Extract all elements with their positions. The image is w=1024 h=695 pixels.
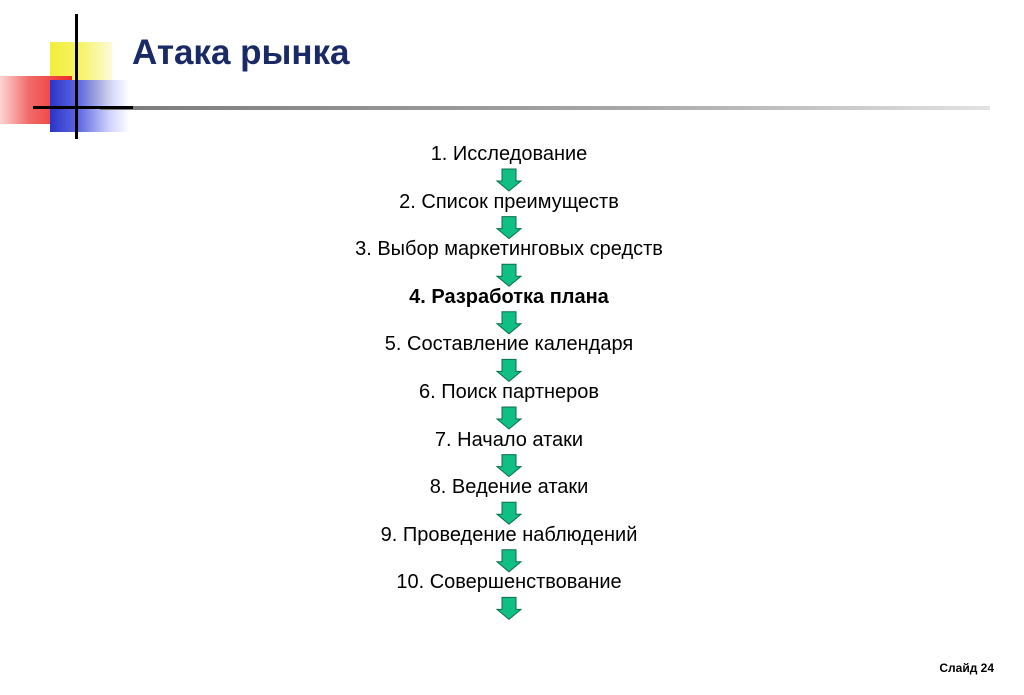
step-2: 2. Список преимуществ bbox=[399, 190, 619, 213]
slide-title: Атака рынка bbox=[132, 33, 350, 72]
down-arrow-icon bbox=[497, 502, 521, 524]
down-arrow-icon bbox=[497, 169, 521, 191]
down-arrow-icon bbox=[497, 455, 521, 477]
step-3: 3. Выбор маркетинговых средств bbox=[355, 238, 663, 261]
down-arrow-icon bbox=[497, 597, 521, 619]
down-arrow-icon bbox=[497, 312, 521, 334]
down-arrow-icon bbox=[497, 550, 521, 572]
down-arrow-icon bbox=[497, 359, 521, 381]
step-1: 1. Исследование bbox=[430, 143, 588, 165]
down-arrow-icon bbox=[497, 217, 521, 239]
step-9: 9. Проведение наблюдений bbox=[380, 523, 638, 546]
step-8: 8. Ведение атаки bbox=[429, 476, 589, 499]
step-7: 7. Начало атаки bbox=[434, 428, 584, 451]
step-6: 6. Поиск партнеров bbox=[418, 381, 600, 403]
slide-number: Слайд 24 bbox=[939, 661, 994, 675]
step-4: 4. Разработка плана bbox=[409, 285, 609, 308]
down-arrow-icon bbox=[497, 407, 521, 429]
step-10: 10. Совершенствование bbox=[396, 571, 622, 594]
step-5: 5. Составление календаря bbox=[384, 333, 634, 356]
down-arrow-icon bbox=[497, 264, 521, 286]
